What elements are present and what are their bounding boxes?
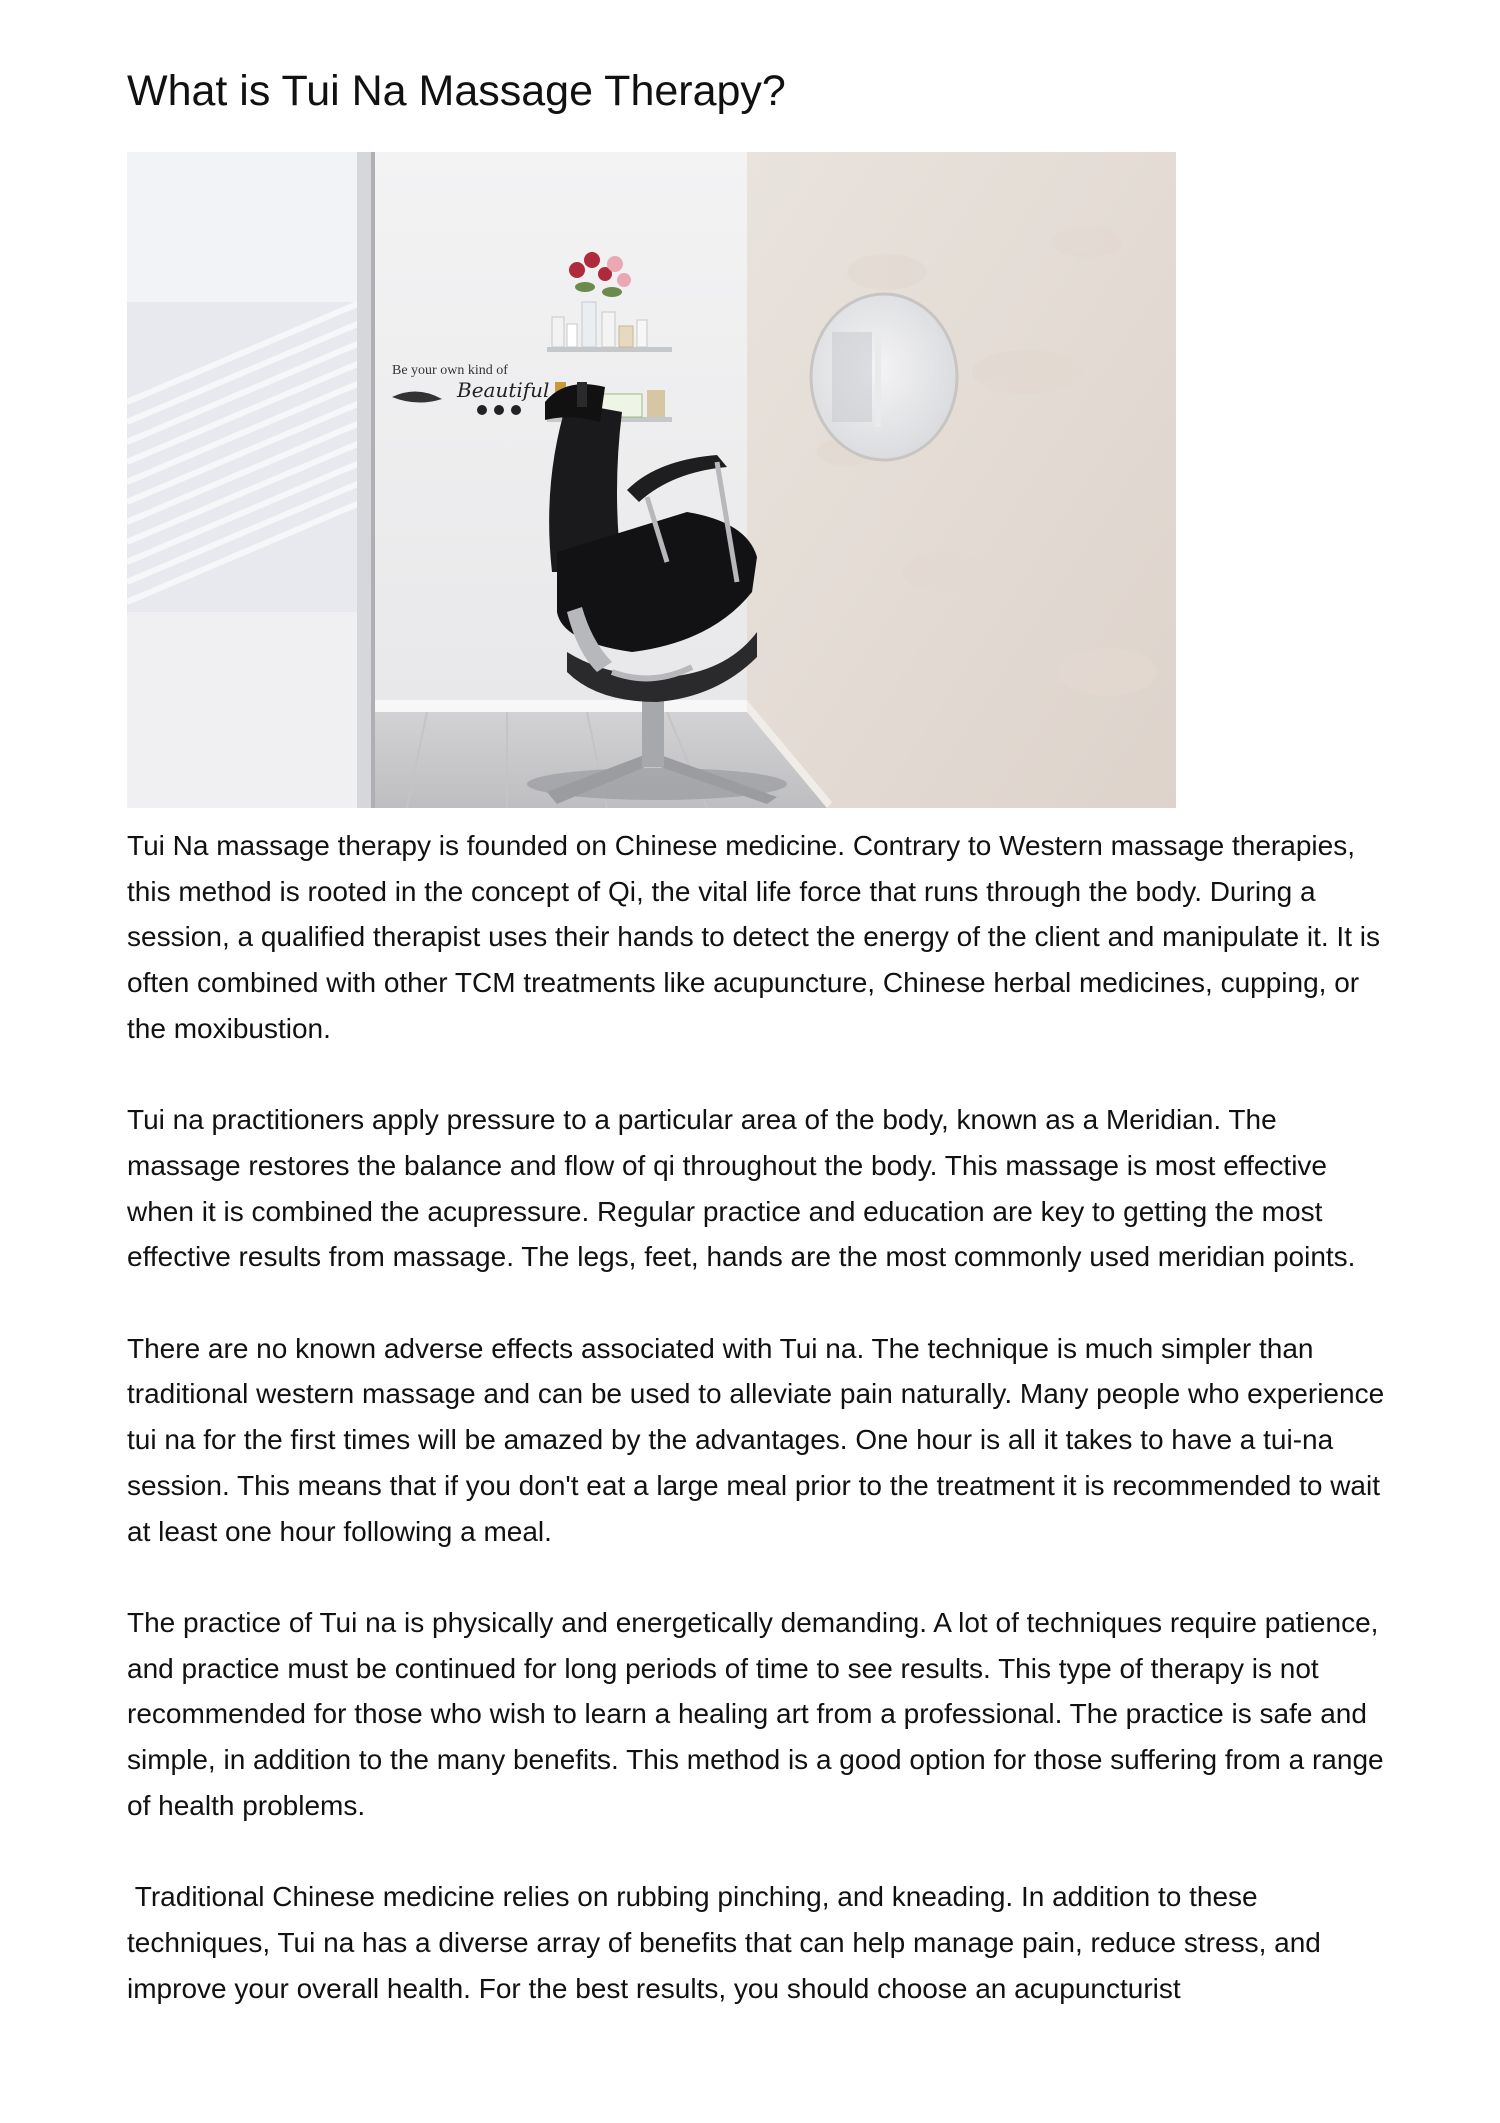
salon-room-photo — [127, 152, 1176, 808]
paragraph: Tui na practitioners apply pressure to a particular area of the body, known as a Meridian. The massage restores the balance and flow of qi throughout the body. This massage is most effective when it is combined the acupressure. Regular practice and education are key to getting the most effective results from massage. The legs, feet, hands are the most commonly used meridian points. — [127, 1104, 1356, 1273]
page-title: What is Tui Na Massage Therapy? — [127, 67, 786, 115]
wall-decal-line2: Beautiful — [457, 378, 550, 402]
wall-decal-line1: Be your own kind of — [392, 363, 508, 378]
paragraph: The practice of Tui na is physically and energetically demanding. A lot of techniques require patience, and practice must be continued for long periods of time to see results. This type of therapy is not recommended for those who wish to learn a healing art from a professional. The practice is safe and simple, in addition to the many benefits. This method is a good option for those suffering from a range of health problems. — [127, 1606, 1392, 1821]
paragraph: There are no known adverse effects associated with Tui na. The technique is much simpler than traditional western massage and can be used to alleviate pain naturally. Many people who experience tui na for the first times will be amazed by the advantages. One hour is all it takes to have a tui-na session. This means that if you don't eat a large meal prior to the treatment it is recommended to wait at least one hour following a meal. — [127, 1332, 1392, 1547]
article-body — [127, 823, 1392, 2057]
paragraph: Tui Na massage therapy is founded on Chinese medicine. Contrary to Western massage therapies, this method is rooted in the concept of Qi, the vital life force that runs through the body. During a session, a qualified therapist uses their hands to detect the energy of the client and manipulate it. It is often combined with other TCM treatments like acupuncture, Chinese herbal medicines, cupping, or the moxibustion. — [127, 830, 1388, 1044]
paragraph: Traditional Chinese medicine relies on rubbing pinching, and kneading. In addition to these techniques, Tui na has a diverse array of benefits that can help manage pain, reduce stress, and improve your overall health. For the best results, you should choose an acupuncturist — [127, 1881, 1329, 2004]
